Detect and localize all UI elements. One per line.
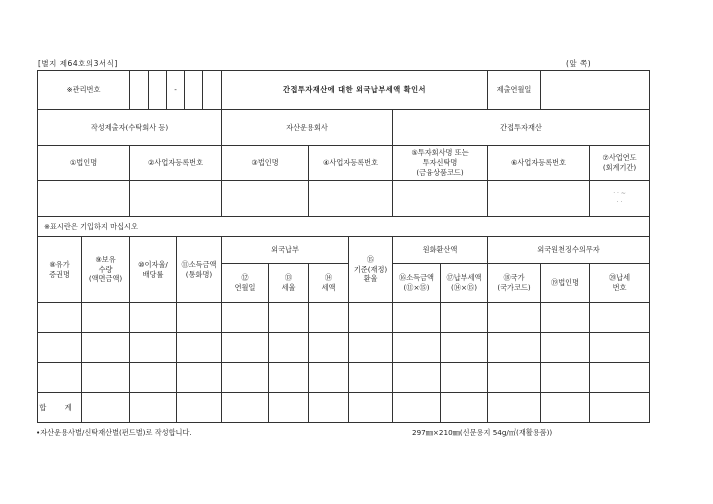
header-interest-rate-line2: 배당률 xyxy=(142,269,164,279)
total-won-tax[interactable] xyxy=(441,393,488,423)
confirmation-form-table xyxy=(37,70,650,423)
header-exchange-rate-line1: ⑮ xyxy=(366,254,375,264)
cell-country[interactable] xyxy=(488,333,541,363)
header-holding-qty-line3: (액면금액) xyxy=(88,274,123,284)
cell-security-name[interactable] xyxy=(38,363,82,393)
header-security-name-line1: ⑧유가 xyxy=(49,259,70,269)
header-tax-amount xyxy=(309,264,349,303)
cell-security-name[interactable] xyxy=(38,333,82,363)
biz-no-1-field[interactable] xyxy=(130,181,222,217)
table-row xyxy=(38,363,650,393)
header-exchange-rate xyxy=(349,237,393,303)
cell-country[interactable] xyxy=(488,303,541,333)
table-row xyxy=(38,333,650,363)
fiscal-period-top: · · ~ xyxy=(613,190,626,198)
cell-withholder-name[interactable] xyxy=(541,333,590,363)
header-exchange-rate-line3: 환율 xyxy=(363,274,378,284)
footer-note: •자산운용사별/신탁재산별(펀드별)로 작성합니다. xyxy=(36,428,192,437)
total-withholder-name[interactable] xyxy=(541,393,590,423)
header-biz-no-1: ②사업자등록번호 xyxy=(130,146,222,181)
header-biz-no-2: ④사업자등록번호 xyxy=(309,146,393,181)
corp-name-2-field[interactable] xyxy=(222,181,309,217)
detail-header-row-1 xyxy=(38,237,650,264)
cell-won-income[interactable] xyxy=(393,333,441,363)
total-interest-rate[interactable] xyxy=(130,393,177,423)
total-holding-qty[interactable] xyxy=(82,393,130,423)
id-data-row xyxy=(38,181,650,217)
total-row xyxy=(38,393,650,423)
header-security-name xyxy=(38,237,82,303)
cell-won-income[interactable] xyxy=(393,303,441,333)
indirect-asset-group: 간접투자재산 xyxy=(393,110,650,146)
cell-withholder-name[interactable] xyxy=(541,363,590,393)
submit-date-label: 제출연월일 xyxy=(488,71,541,110)
header-income-amount-line1: ⑪소득금액 xyxy=(181,259,217,269)
cell-interest-rate[interactable] xyxy=(130,303,177,333)
header-tax-amount-line2: 세액 xyxy=(321,283,336,292)
header-fund-name-line2: 투자신탁명 xyxy=(422,158,458,168)
header-tax-number xyxy=(590,264,650,303)
total-won-income[interactable] xyxy=(393,393,441,423)
biz-no-2-field[interactable] xyxy=(309,181,393,217)
header-pay-date-line1: ⑫ xyxy=(241,273,249,283)
total-country[interactable] xyxy=(488,393,541,423)
header-foreign-tax-group: 외국납부 xyxy=(222,237,349,264)
header-fund-name xyxy=(393,146,488,181)
total-label: 합 계 xyxy=(38,393,82,423)
header-tax-rate-line2: 세율 xyxy=(281,283,296,292)
mgmt-no-label: ※관리번호 xyxy=(38,71,130,110)
cell-holding-qty[interactable] xyxy=(82,333,130,363)
id-header-row xyxy=(38,146,650,181)
header-won-income-line1: ⑯소득금액 xyxy=(399,273,434,283)
cell-interest-rate[interactable] xyxy=(130,333,177,363)
header-won-income xyxy=(393,264,441,303)
mgmt-no-box-2[interactable] xyxy=(148,71,166,109)
cell-won-income[interactable] xyxy=(393,363,441,393)
cell-tax-amount[interactable] xyxy=(309,363,349,393)
cell-exchange-rate[interactable] xyxy=(349,303,393,333)
cell-tax-number[interactable] xyxy=(590,303,650,333)
header-tax-rate xyxy=(269,264,309,303)
submit-date-field[interactable] xyxy=(541,71,650,110)
asset-mgmt-group: 자산운용회사 xyxy=(222,110,393,146)
title-row xyxy=(38,71,650,110)
header-exchange-rate-line2: 기준(재정) xyxy=(353,264,388,274)
cell-tax-number[interactable] xyxy=(590,333,650,363)
group-row xyxy=(38,110,650,146)
cell-pay-date[interactable] xyxy=(222,303,269,333)
corp-name-1-field[interactable] xyxy=(38,181,130,217)
header-tax-number-line2: 번호 xyxy=(612,283,627,292)
mgmt-no-field[interactable] xyxy=(130,71,222,110)
header-tax-amount-line1: ⑭ xyxy=(324,273,333,283)
cell-tax-rate[interactable] xyxy=(269,303,309,333)
cell-won-tax[interactable] xyxy=(441,363,488,393)
mgmt-no-box-3[interactable] xyxy=(185,71,203,109)
header-pay-date-line2: 연월일 xyxy=(234,283,256,292)
submitter-group: 작성제출자(수탁회사 등) xyxy=(38,110,222,146)
header-won-tax xyxy=(441,264,488,303)
fiscal-period-field[interactable] xyxy=(590,181,650,217)
mgmt-no-box-1[interactable] xyxy=(130,71,148,109)
cell-tax-amount[interactable] xyxy=(309,333,349,363)
header-security-name-line2: 증권명 xyxy=(49,269,70,279)
header-fund-name-line1: ⑤투자회사명 또는 xyxy=(411,148,469,158)
total-exchange-rate[interactable] xyxy=(349,393,393,423)
header-won-tax-line1: ⑰납부세액 xyxy=(446,273,482,283)
cell-exchange-rate[interactable] xyxy=(349,333,393,363)
header-fiscal-year-line2: (회계기간) xyxy=(602,163,637,172)
cell-holding-qty[interactable] xyxy=(82,363,130,393)
header-corp-name-2: ③법인명 xyxy=(222,146,309,181)
cell-income-amount[interactable] xyxy=(177,363,222,393)
fiscal-period-bottom: · · xyxy=(616,198,623,206)
mgmt-no-box-4[interactable] xyxy=(203,71,221,109)
cell-tax-number[interactable] xyxy=(590,363,650,393)
total-tax-rate[interactable] xyxy=(269,393,309,423)
header-holding-qty-line2: 수량 xyxy=(98,264,113,274)
header-fund-name-line3: (금융상품코드) xyxy=(416,167,464,177)
header-interest-rate xyxy=(130,237,177,303)
header-corp-name-1: ①법인명 xyxy=(38,146,130,181)
total-tax-amount[interactable] xyxy=(309,393,349,423)
total-tax-number[interactable] xyxy=(590,393,650,423)
cell-won-tax[interactable] xyxy=(441,333,488,363)
header-interest-rate-line1: ⑩이자율/ xyxy=(138,259,168,269)
cell-tax-rate[interactable] xyxy=(269,333,309,363)
cell-tax-amount[interactable] xyxy=(309,303,349,333)
page-side-label: (앞 쪽) xyxy=(566,59,592,68)
cell-holding-qty[interactable] xyxy=(82,303,130,333)
header-pay-date xyxy=(222,264,269,303)
cell-withholder-name[interactable] xyxy=(541,303,590,333)
header-fiscal-year xyxy=(590,146,650,181)
header-fiscal-year-line1: ⑦사업연도 xyxy=(602,153,637,163)
cell-income-amount[interactable] xyxy=(177,303,222,333)
header-won-tax-line2: (⑭×⑮) xyxy=(451,283,478,292)
note-text: ※표시란은 기입하지 마십시오 xyxy=(38,217,650,237)
header-income-amount xyxy=(177,237,222,303)
header-country-line2: (국가코드) xyxy=(497,283,531,292)
cell-interest-rate[interactable] xyxy=(130,363,177,393)
paper-spec: 297㎜×210㎜(신문용지 54g/㎡(재활용품)) xyxy=(412,428,553,437)
biz-no-3-field[interactable] xyxy=(488,181,590,217)
cell-won-tax[interactable] xyxy=(441,303,488,333)
header-holding-qty xyxy=(82,237,130,303)
table-row xyxy=(38,303,650,333)
header-country-line1: ⑱국가 xyxy=(503,273,525,283)
header-tax-rate-line1: ⑬ xyxy=(284,273,293,283)
cell-pay-date[interactable] xyxy=(222,333,269,363)
cell-pay-date[interactable] xyxy=(222,363,269,393)
mgmt-no-dash: - xyxy=(166,71,184,109)
cell-country[interactable] xyxy=(488,363,541,393)
header-withholder-name: ⑲법인명 xyxy=(541,264,590,303)
header-country xyxy=(488,264,541,303)
header-biz-no-3: ⑥사업자등록번호 xyxy=(488,146,590,181)
cell-tax-rate[interactable] xyxy=(269,363,309,393)
note-row xyxy=(38,217,650,237)
cell-exchange-rate[interactable] xyxy=(349,363,393,393)
total-pay-date[interactable] xyxy=(222,393,269,423)
total-income-amount[interactable] xyxy=(177,393,222,423)
cell-income-amount[interactable] xyxy=(177,333,222,363)
form-title: 간접투자재산에 대한 외국납부세액 확인서 xyxy=(222,71,488,110)
header-tax-number-line1: ⑳납세 xyxy=(608,273,631,283)
cell-security-name[interactable] xyxy=(38,303,82,333)
header-holding-qty-line1: ⑨보유 xyxy=(95,254,116,264)
header-won-income-line2: (⑪×⑮) xyxy=(403,283,430,292)
form-number: [별지 제64호의3서식] xyxy=(38,59,118,68)
header-income-amount-line2: (통화명) xyxy=(185,269,213,279)
header-won-group: 원화환산액 xyxy=(393,237,488,264)
header-withholding-group: 외국원천징수의무자 xyxy=(488,237,650,264)
fund-name-field[interactable] xyxy=(393,181,488,217)
